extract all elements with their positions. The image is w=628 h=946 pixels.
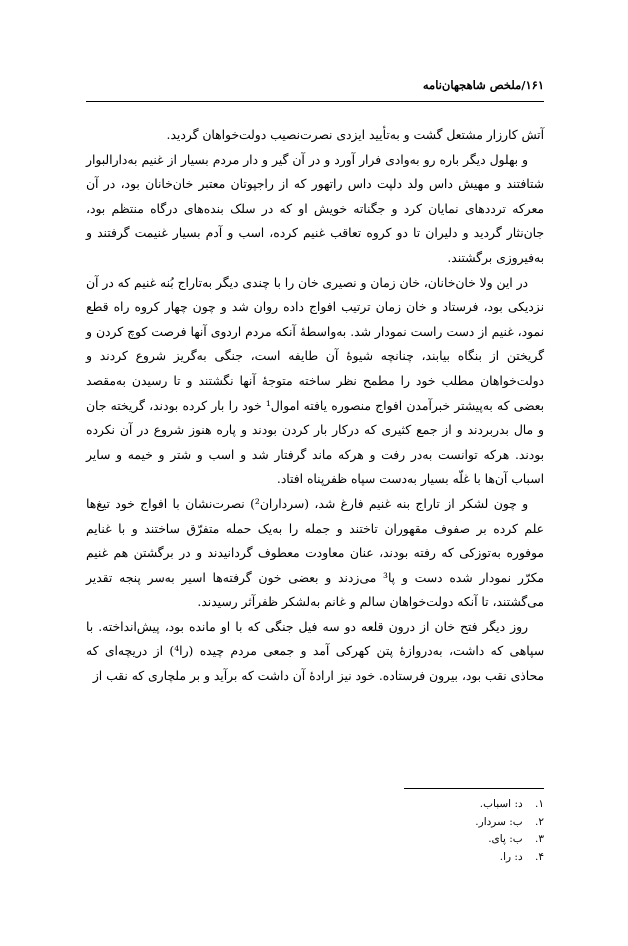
header-divider <box>86 101 544 102</box>
footnote-text: د: را. <box>499 850 523 863</box>
footnote <box>86 796 544 814</box>
paragraph: آتش کارزار مشتعل گشت و به‌تأیید ایزدی نصرت‌نصیب دولت‌خواهان گردید. <box>166 128 544 142</box>
footnote <box>86 814 544 832</box>
running-header: ۱۶۱/ملخص شاهجهان‌نامه <box>422 78 544 92</box>
paragraph: و چون لشکر از تاراج بنه غنیم فارغ شد، (سرداران²) نصرت‌نشان با افواج خود تیغ‌ها علم کرده بر صفوف مقهوران تاختند و جمله را به‌یک حمله متفرّق ساختند و با غنایم موفوره به‌توزکی که رفته بودند، عنان معاودت معطوف گردانیدند و در برگشتن هم غنیم مکرّر نمودار شده دست و پا³ می‌زدند و بعضی خون گرفته‌ها اسیر به‌سر پنجه تقدیر می‌گشتند، تا آنکه دولت‌خواهان سالم و غانم به‌لشکر ظفرآثر رسیدند. <box>86 496 544 610</box>
footnote-number: ۲. <box>535 815 544 828</box>
paragraph: روز دیگر فتح خان از درون قلعه دو سه فیل جنگی که با او مانده بود، پیش‌انداخته. با سپاهی که داشت، به‌دروازهٔ پتن کهرکی آمد و جمعی مردم چیده (را⁴) از دریچه‌ای که محاذی نقب بود، بیرون فرستاده. خود نیز ارادهٔ آن داشت که برآید و بر ملچاری که نقب از <box>86 619 544 684</box>
footnote-number: ۴. <box>535 850 544 863</box>
footnote-number: ۳. <box>535 833 544 845</box>
main-text <box>86 123 544 689</box>
footnote-text: ب: سردار. <box>475 815 523 828</box>
footnote <box>86 849 544 867</box>
footnote-text: ب: پای. <box>488 833 523 845</box>
footnote-number: ۱. <box>535 798 544 810</box>
paragraph: در این ولا خان‌خانان، خان زمان و نصیری خان را با چندی دیگر به‌تاراج بُنه غنیم که در آن نزدیکی بود، فرستاد و خان زمان ترتیب افواج داده روان شد و چون چهار کروه راه قطع نمود، غنیم از دست راست نمودار شد. به‌واسطهٔ آنکه مردم اردوی آنها فرصت کوچ کردن و گریختن از بنگاه بیابند، چنانچه شیوهٔ آن طایفه است، جنگی به‌گریز شروع کردند و دولت‌خواهان مطلب خود را مطمح نظر ساخته متوجهٔ آنها نگشتند و تا رسیدن به‌مقصد بعضی که به‌پیشتر خبرآمدن افواج منصوره یافته اموال¹ خود را بار کرده بودند، گریخته جان و مال بدربردند و از جمع کثیری که درکار بار کردن بودند و پاره هنوز شروع در آن نکرده بودند. هرکه توانست به‌در رفت و هرکه ماند گرفتار شد و اسب و شتر و خیمه و سایر اسباب آن‌ها با غلّه بسیار به‌دست سپاه ظفرپناه افتاد. <box>86 275 544 487</box>
footnote-text: د: اسباب. <box>479 798 523 810</box>
footnote-divider <box>404 788 544 789</box>
paragraph: و بهلول دیگر باره رو به‌وادی فرار آورد و در آن گیر و دار مردم بسیار از غنیم به‌دارالبوار شتافتند و مهیش داس ولد دلپت داس راتهور که از راجپوتان معتبر خان‌خانان بود، در آن معرکه ترددهای نمایان کرد و جگناته خویش او که در سلک بنده‌های درگاه منتظم بود، جان‌نثار گردید و دلیران تا دو کروه تعاقب غنیم کرده، اسب و آدم بسیار غنیمت گرفتند و به‌فیروزی برگشتند. <box>86 152 544 265</box>
footnotes <box>86 796 544 866</box>
footnote <box>86 831 544 849</box>
